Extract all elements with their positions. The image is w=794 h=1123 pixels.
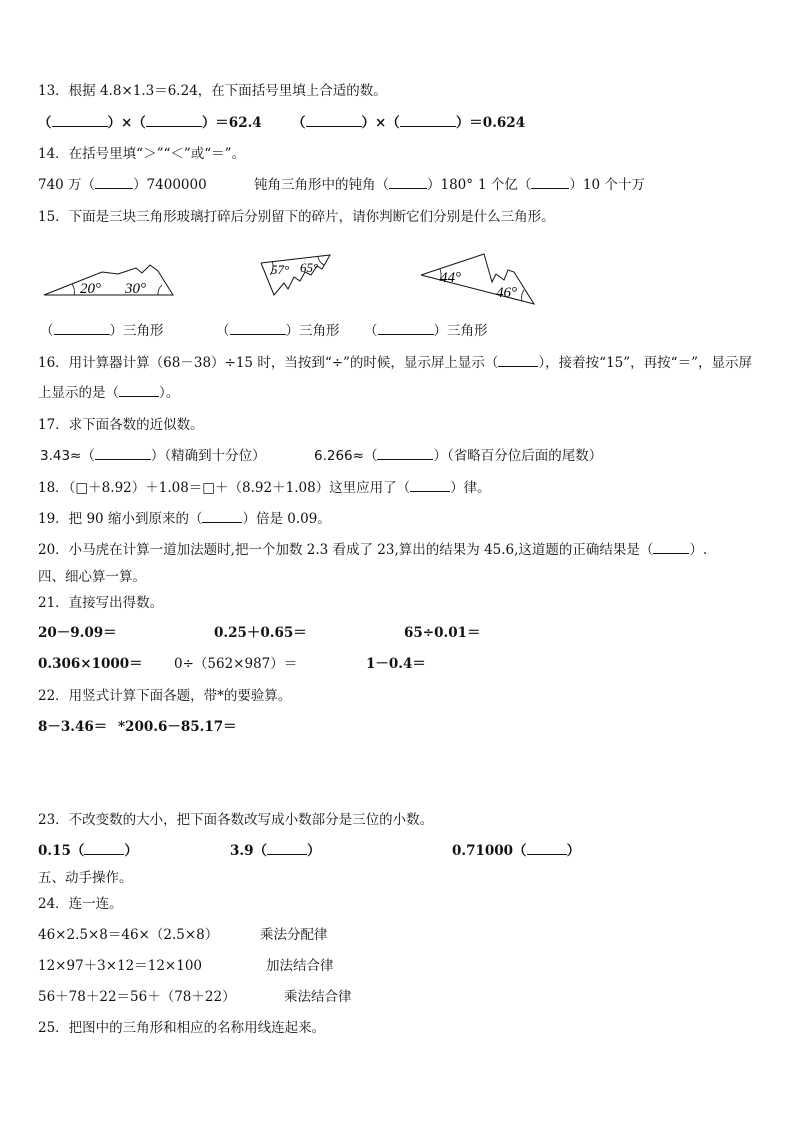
q17-item-a: 3.43≈（ ）（精确到十分位） [40,448,266,464]
q23-item: 0.15（ ） [38,843,138,859]
answer-blank[interactable] [378,322,434,335]
q13-row-a: （ ）×（ ）＝62.4 [38,115,262,131]
answer-blank[interactable] [95,176,133,189]
calc-item: 65÷0.01＝ [404,625,481,641]
q14-item-b: 钝角三角形中的钝角（ ）180° [254,177,474,193]
answer-blank[interactable] [498,354,538,367]
match-right-item[interactable]: 乘法结合律 [284,989,352,1005]
q23-item: 0.71000（ ） [452,843,581,859]
q23-title: 23．不改变数的大小，把下面各数改写成小数部分是三位的小数。 [38,812,434,828]
q25-title: 25．把图中的三角形和相应的名称用线连起来。 [38,1020,326,1036]
answer-blank[interactable] [400,114,456,127]
calc-item: 1－0.4＝ [366,656,426,672]
q17-item-b: 6.266≈（ ）（省略百分位后面的尾数） [314,448,603,464]
answer-blank[interactable] [410,479,450,492]
q16-line-2: 上显示的是（ ）。 [38,385,180,401]
q14-item-a: 740 万（ ）7400000 [38,177,207,193]
match-left-item[interactable]: 56＋78＋22＝56＋（78＋22） [38,989,236,1005]
q19: 19．把 90 缩小到原来的（ ）倍是 0.09。 [38,511,331,527]
answer-blank[interactable] [119,384,159,397]
q18: 18．（□＋8.92）＋1.08＝□＋（8.92＋1.08）这里应用了（ ）律。 [38,480,491,496]
answer-blank[interactable] [653,541,689,554]
answer-blank[interactable] [84,842,124,855]
calc-item: 0.306×1000＝ [38,656,143,672]
section-heading: 五、动手操作。 [38,870,133,886]
q20: 20．小马虎在计算一道加法题时,把一个加数 2.3 看成了 23,算出的结果为 45.6,这道题的正确结果是（ ）. [38,542,708,558]
match-right-item[interactable]: 乘法分配律 [260,927,328,943]
q15-title: 15．下面是三块三角形玻璃打碎后分别留下的碎片，请你判断它们分别是什么三角形。 [38,209,555,225]
glass-shard-3 [418,250,540,306]
calc-item: 20－9.09＝ [38,625,117,641]
answer-blank[interactable] [527,842,567,855]
q17-title: 17．求下面各数的近似数。 [38,417,204,433]
q14-item-c: 1 个亿（ ）10 个十万 [478,177,645,193]
answer-blank[interactable] [377,447,433,460]
section-heading: 四、细心算一算。 [38,569,146,585]
match-right-item[interactable]: 加法结合律 [266,958,334,974]
glass-shard-1 [40,262,180,302]
answer-blank[interactable] [306,114,362,127]
calc-item: 0.25＋0.65＝ [214,625,307,641]
answer-blank[interactable] [267,842,307,855]
answer-blank[interactable] [52,114,108,127]
angle-label: 20° [80,281,101,297]
q21-title: 21．直接写出得数。 [38,595,164,611]
q16-line-1: 16．用计算器计算（68－38）÷15 时，当按到“÷”的时候，显示屏上显示（ ），接着按“15”，再按“＝”，显示屏 [38,355,752,371]
answer-blank[interactable] [146,114,202,127]
q23-item: 3.9（ ） [230,843,321,859]
answer-blank[interactable] [389,176,427,189]
q24-title: 24．连一连。 [38,896,123,912]
glass-shard-2 [258,255,338,301]
q14-title: 14．在括号里填“＞”“＜”或“＝”。 [38,146,246,162]
q15-answer-3: （ ）三角形 [364,323,488,339]
q22-title: 22．用竖式计算下面各题，带*的要验算。 [38,688,292,704]
calc-item: *200.6－85.17＝ [118,719,237,735]
answer-blank[interactable] [95,447,151,460]
answer-blank[interactable] [54,322,110,335]
calc-item: 8－3.46＝ [38,719,108,735]
match-left-item[interactable]: 46×2.5×8＝46×（2.5×8） [38,927,219,943]
angle-label: 30° [125,281,146,297]
q15-answer-2: （ ）三角形 [216,323,340,339]
calc-item: 0÷（562×987）＝ [174,656,298,672]
match-left-item[interactable]: 12×97＋3×12＝12×100 [38,958,203,974]
angle-label: 46° [496,285,517,301]
answer-blank[interactable] [230,322,286,335]
angle-label: 44° [440,270,461,286]
answer-blank[interactable] [202,510,242,523]
answer-blank[interactable] [531,176,569,189]
angle-label: 57° [271,262,290,277]
angle-label: 65° [300,260,319,275]
q13-title: 13．根据 4.8×1.3＝6.24，在下面括号里填上合适的数。 [38,83,387,99]
q13-row-b: （ ）×（ ）＝0.624 [292,115,526,131]
q15-answer-1: （ ）三角形 [40,323,164,339]
